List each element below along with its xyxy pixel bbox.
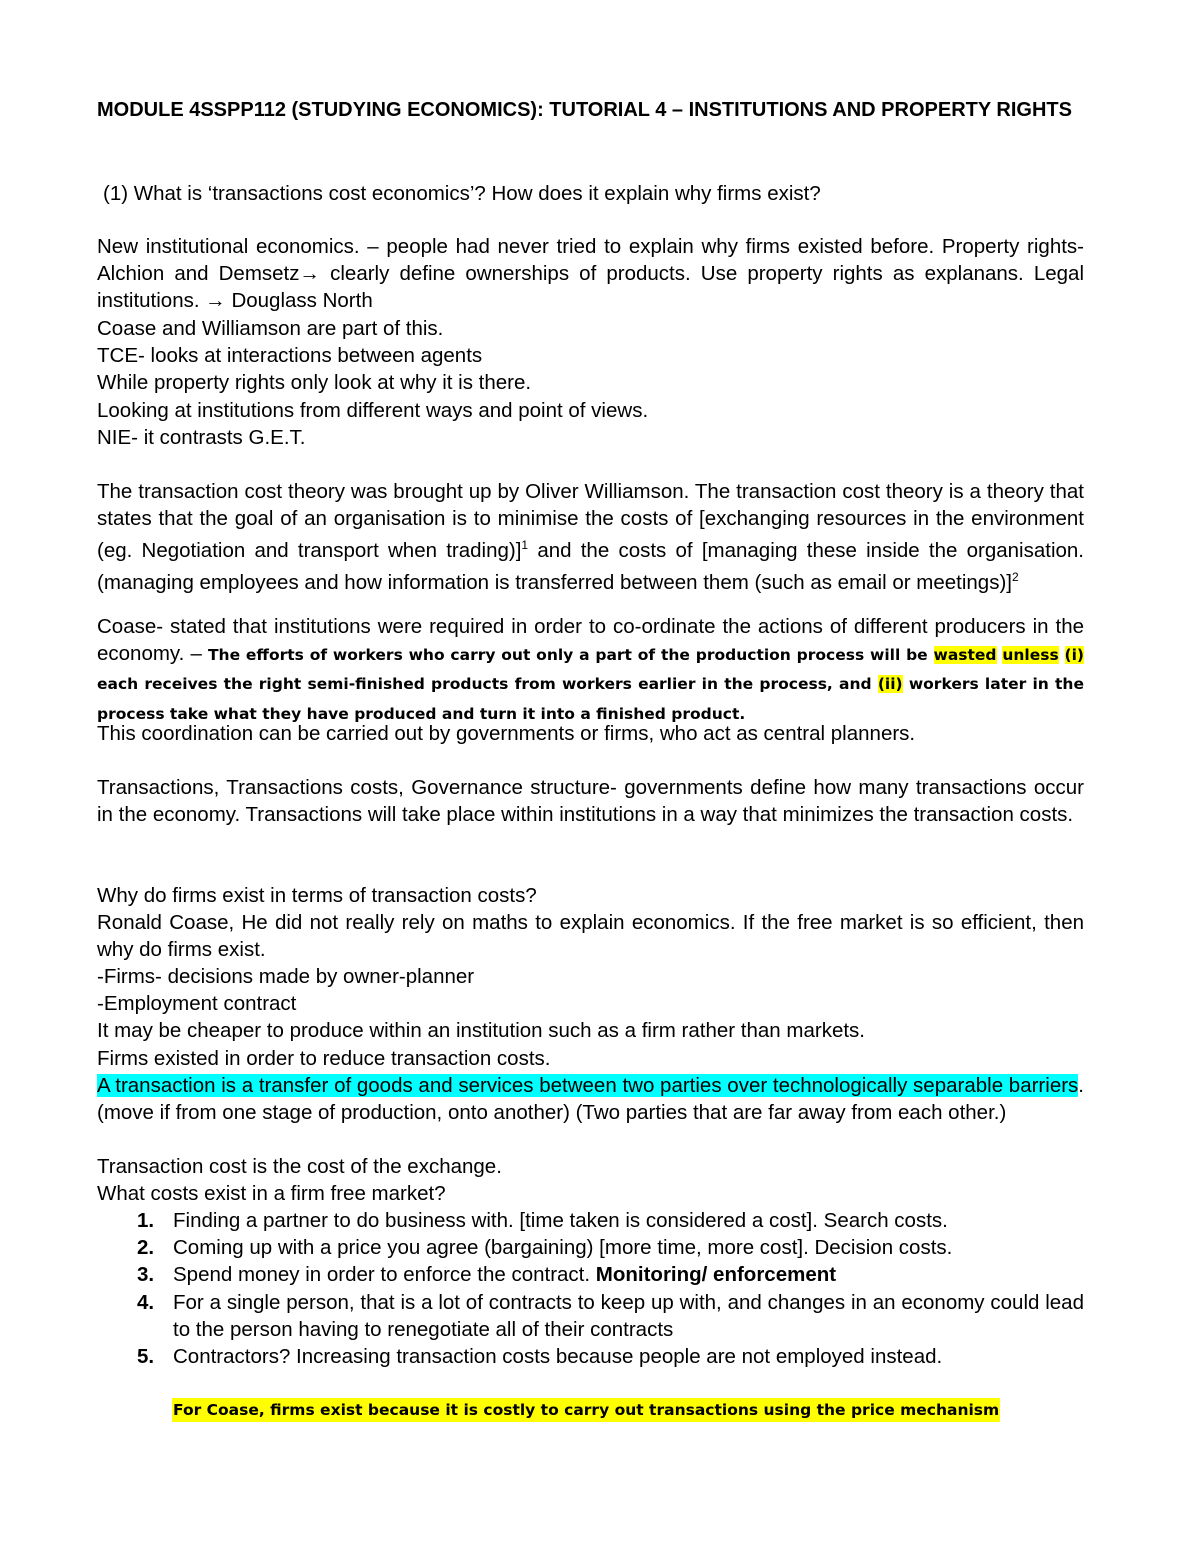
coase-paragraph xyxy=(97,613,1084,728)
nie-note: Coase and Williamson are part of this. xyxy=(97,317,444,340)
list-number: 5. xyxy=(137,1345,155,1369)
highlight-definition: A transaction is a transfer of goods and services between two parties over technologically separable barriers xyxy=(97,1074,1079,1097)
highlight-i: (i) xyxy=(1064,646,1084,665)
nie-notes xyxy=(97,315,1084,451)
list-item xyxy=(97,1261,1084,1288)
nie-note: TCE- looks at interactions between agents xyxy=(97,344,483,368)
definition-rest: . (move if from one stage of production, onto another) (Two parties that are far away from each other.) xyxy=(97,1074,1084,1125)
list-number: 2. xyxy=(137,1236,155,1260)
document-title: MODULE 4SSPP112 (STUDYING ECONOMICS): TUTORIAL 4 – INSTITUTIONS AND PROPERTY RIGHTS xyxy=(97,99,1072,121)
list-text: For a single person, that is a lot of contracts to keep up with, and changes in an economy could lead to the person having to renegotiate all of their contracts xyxy=(173,1290,1084,1341)
quote-text: each receives the right semi-finished products from workers earlier in the process, and xyxy=(97,675,878,694)
list-text-wrap xyxy=(173,1261,1084,1288)
arrow-icon: → xyxy=(205,289,226,313)
nie-text-2: clearly define ownerships of products. Use property rights as explanans. Legal institutions. xyxy=(97,262,1084,313)
ronald-paragraph: Ronald Coase, He did not really rely on maths to explain economics. If the free market is so efficient, then why do firms exist. xyxy=(97,911,1084,962)
conclusion-highlight: For Coase, firms exist because it is costly to carry out transactions using the price mechanism xyxy=(172,1398,1000,1422)
list-number: 4. xyxy=(137,1290,155,1314)
firms-note: -Firms- decisions made by owner-planner xyxy=(97,965,475,988)
transactions-paragraph: Transactions, Transactions costs, Governance structure- governments define how many transactions occur in the economy. Transactions will take place within institutions in a way that minimizes the transaction costs. xyxy=(97,776,1084,827)
tct-text: The transaction cost theory was brought up by Oliver Williamson. The transaction cost theory is a theory that states that the goal of an organisation is to minimise the costs of [exchanging resources in the environment (eg. Negotiation and transport when trading)] xyxy=(97,480,1084,563)
coase-text: Coase- stated that institutions were required in order to co-ordinate the actions of different producers in the economy. – xyxy=(97,615,1084,666)
quote-text: workers later in the process take what they have produced and turn it into a finished product. xyxy=(97,675,1084,723)
footnote-2: 2 xyxy=(1011,570,1019,585)
highlight-wasted: wasted xyxy=(933,646,997,665)
firms-note: It may be cheaper to produce within an institution such as a firm rather than markets. xyxy=(97,1019,865,1043)
tct-paragraph xyxy=(97,478,1084,596)
nie-note: Looking at institutions from different ways and point of views. xyxy=(97,398,649,422)
list-bold-text: Monitoring/ enforcement xyxy=(595,1263,837,1287)
tct-text-2: and the costs of [managing these inside the organisation. (managing employees and how information is transferred between them (such as email or meetings)] xyxy=(97,539,1085,595)
highlight-ii: (ii) xyxy=(877,675,903,694)
nie-text-3: Douglass North xyxy=(225,289,373,313)
list-number: 1. xyxy=(137,1209,155,1232)
question-1: (1) What is ‘transactions cost economics’? How does it explain why firms exist? xyxy=(103,182,821,205)
list-text: Contractors? Increasing transaction costs because people are not employed instead. xyxy=(173,1345,943,1369)
list-text: Finding a partner to do business with. [time taken is considered a cost]. Search costs. xyxy=(173,1209,948,1232)
nie-paragraph xyxy=(97,233,1084,315)
list-item xyxy=(97,1289,1084,1343)
list-item xyxy=(97,1234,1084,1261)
list-text: Coming up with a price you agree (bargaining) [more time, more cost]. Decision costs. xyxy=(173,1236,953,1260)
list-item xyxy=(97,1207,1084,1234)
nie-text-1: New institutional economics. – people had never tried to explain why firms existed before. Property rights- Alchion and Demsetz xyxy=(97,235,1084,286)
list-item xyxy=(97,1343,1084,1370)
coordination-line: This coordination can be carried out by governments or firms, who act as central planners. xyxy=(97,722,916,745)
highlight-unless: unless xyxy=(1002,646,1059,665)
list-text: Spend money in order to enforce the contract. xyxy=(173,1263,596,1287)
arrow-icon: → xyxy=(299,262,321,286)
firms-note: Firms existed in order to reduce transaction costs. xyxy=(97,1046,551,1070)
costs-list xyxy=(97,1207,1084,1370)
transaction-definition xyxy=(97,1072,1084,1126)
firms-notes xyxy=(97,963,1084,1072)
quote-text: The efforts of workers who carry out only a part of the production process will be xyxy=(207,646,934,665)
cost-line: Transaction cost is the cost of the exchange. xyxy=(97,1155,502,1178)
costs-question: What costs exist in a firm free market? xyxy=(97,1182,446,1205)
firms-note: -Employment contract xyxy=(97,992,297,1016)
list-number: 3. xyxy=(137,1263,155,1287)
footnote-1: 1 xyxy=(521,538,529,553)
nie-note: While property rights only look at why it is there. xyxy=(97,371,532,395)
nie-note: NIE- it contrasts G.E.T. xyxy=(97,425,306,449)
why-heading: Why do firms exist in terms of transaction costs? xyxy=(97,884,537,907)
